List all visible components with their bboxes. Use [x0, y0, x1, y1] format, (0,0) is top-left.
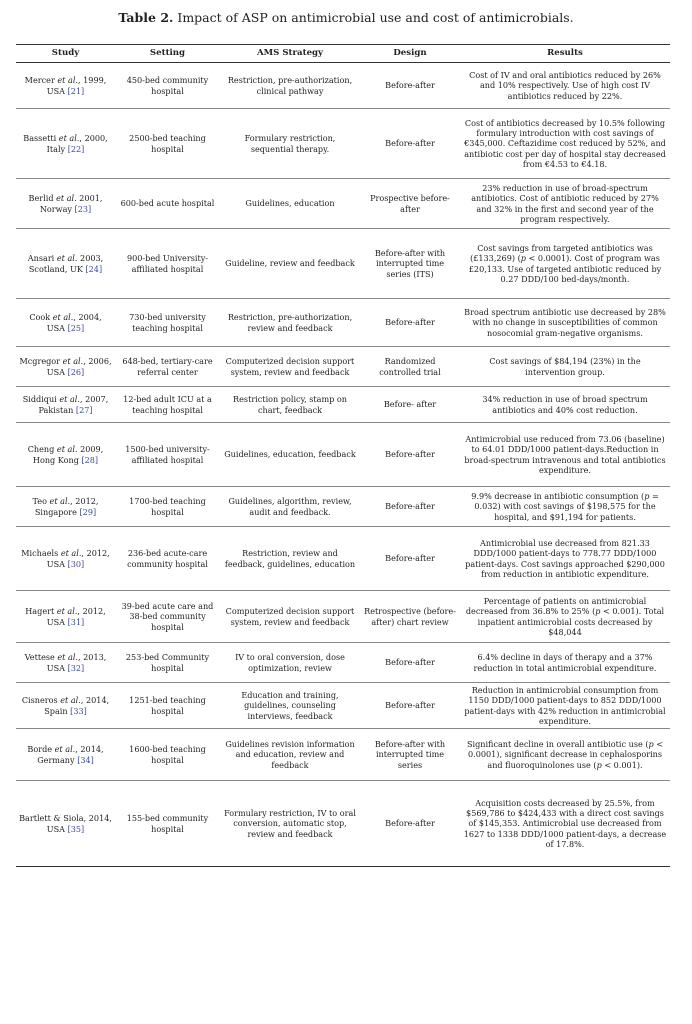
study-year-country: 2006, USA [46, 356, 112, 377]
cell-ams-strategy: Guidelines, education [220, 179, 360, 229]
study-author: Siddiqui et al., [22, 394, 83, 405]
cell-study [16, 423, 115, 487]
asp-impact-table [16, 44, 670, 867]
study-year-country: 2014, USA [46, 813, 112, 834]
reference-link[interactable]: [30] [67, 558, 85, 569]
cell-ams-strategy: Guideline, review and feedback [220, 229, 360, 299]
table-row [16, 109, 670, 179]
cell-results: Broad spectrum antibiotic use decreased by 28% with no change in susceptibilities of common nosocomial gram-negative organisms. [460, 299, 670, 347]
reference-link[interactable]: [31] [67, 616, 85, 627]
cell-ams-strategy: Restriction, pre-authorization, clinical pathway [220, 63, 360, 109]
cell-ams-strategy: Formulary restriction, IV to oral conversion, automatic stop, review and feedback [220, 781, 360, 867]
study-year-country: 2012, USA [46, 606, 106, 627]
cell-ams-strategy: Restriction policy, stamp on chart, feedback [220, 387, 360, 423]
cell-ams-strategy: Formulary restriction, sequential therapy. [220, 109, 360, 179]
cell-ams-strategy: IV to oral conversion, dose optimization, review [220, 643, 360, 683]
cell-design: Before- after [360, 387, 460, 423]
cell-study [16, 683, 115, 729]
reference-link[interactable]: [28] [81, 454, 99, 465]
study-author: Cook et al., [29, 312, 76, 323]
cell-study [16, 299, 115, 347]
cell-design: Before-after [360, 423, 460, 487]
study-year-country: 2013, USA [46, 652, 107, 673]
cell-setting: 253-bed Community hospital [115, 643, 220, 683]
cell-results: 6.4% decline in days of therapy and a 37% reduction in total antimicrobial expenditure. [460, 643, 670, 683]
study-author: Mercer et al., [24, 75, 81, 86]
cell-design: Before-after [360, 299, 460, 347]
cell-setting: 1600-bed teaching hospital [115, 729, 220, 781]
study-year-country: 2012, USA [46, 548, 110, 569]
cell-setting: 600-bed acute hospital [115, 179, 220, 229]
cell-ams-strategy: Education and training, guidelines, counseling interviews, feedback [220, 683, 360, 729]
cell-study [16, 109, 115, 179]
cell-ams-strategy: Guidelines, education, feedback [220, 423, 360, 487]
study-year-country: 2012, Singapore [34, 496, 99, 517]
table-row [16, 229, 670, 299]
cell-design: Before-after [360, 63, 460, 109]
reference-link[interactable]: [33] [70, 705, 87, 716]
study-author: Vettese et al., [24, 652, 81, 663]
header-study: Study [16, 45, 115, 63]
cell-study [16, 643, 115, 683]
study-author: Borde et al., [27, 744, 78, 755]
cell-results: Cost of antibiotics decreased by 10.5% following formulary introduction with cost savings of €345,000. Ceftazidime cost reduced by 52%, and antibiotic cost per day of hospital stay decreased from €4.53 to €4.18. [460, 109, 670, 179]
study-year-country: 2001, Norway [39, 193, 103, 214]
cell-study [16, 591, 115, 643]
table-body [16, 63, 670, 867]
cell-results: Cost savings from targeted antibiotics was (£133,269) (p < 0.0001). Cost of program was £20,133. Use of targeted antibiotic reduced by 0.27 DDD/100 bed-days/month. [460, 229, 670, 299]
cell-ams-strategy: Guidelines revision information and education, review and feedback [220, 729, 360, 781]
reference-link[interactable]: [35] [67, 823, 85, 834]
cell-ams-strategy: Computerized decision support system, review and feedback [220, 347, 360, 387]
reference-link[interactable]: [24] [85, 263, 103, 274]
cell-setting: 1500-bed university-affiliated hospital [115, 423, 220, 487]
reference-link[interactable]: [22] [67, 143, 85, 154]
cell-results: Acquisition costs decreased by 25.5%, from $569,786 to $424,433 with a direct cost savings of $145,353. Antimicrobial use decreased from 1627 to 1338 DDD/1000 patient-days, a decrease of 17.8%. [460, 781, 670, 867]
cell-results: Antimicrobial use reduced from 73.06 (baseline) to 64.01 DDD/1000 patient-days.Reduction in broad-spectrum intravenous and total antibiotics expenditure. [460, 423, 670, 487]
header-design: Design [360, 45, 460, 63]
header-setting: Setting [115, 45, 220, 63]
cell-design: Before-after [360, 487, 460, 527]
cell-setting: 39-bed acute care and 38-bed community hospital [115, 591, 220, 643]
cell-results: 9.9% decrease in antibiotic consumption (p = 0.032) with cost savings of $198,575 for the hospital, and $91,194 for patients. [460, 487, 670, 527]
cell-design: Before-after with interrupted time series [360, 729, 460, 781]
table-row [16, 423, 670, 487]
cell-setting: 1251-bed teaching hospital [115, 683, 220, 729]
study-author: Bassetti et al., [23, 133, 82, 144]
cell-study [16, 179, 115, 229]
reference-link[interactable]: [27] [75, 404, 93, 415]
study-year-country: 2003, Scotland, UK [28, 253, 104, 274]
table-row [16, 487, 670, 527]
table-header-row [16, 45, 670, 63]
cell-study [16, 781, 115, 867]
table-row [16, 347, 670, 387]
reference-link[interactable]: [25] [67, 322, 85, 333]
cell-study [16, 487, 115, 527]
cell-results: Significant decline in overall antibiotic use (p < 0.0001), significant decrease in cephalosporins and fluoroquinolones use (p < 0.001). [460, 729, 670, 781]
table-row [16, 729, 670, 781]
cell-study [16, 527, 115, 591]
table-row [16, 387, 670, 423]
cell-study [16, 63, 115, 109]
study-year-country: 2007, Pakistan [38, 394, 109, 415]
cell-setting: 236-bed acute-care community hospital [115, 527, 220, 591]
cell-setting: 155-bed community hospital [115, 781, 220, 867]
cell-setting: 12-bed adult ICU at a teaching hospital [115, 387, 220, 423]
cell-design: Before-after [360, 109, 460, 179]
cell-setting: 1700-bed teaching hospital [115, 487, 220, 527]
caption-text: Impact of ASP on antimicrobial use and cost of antimicrobials. [177, 10, 574, 25]
cell-study [16, 347, 115, 387]
cell-setting: 450-bed community hospital [115, 63, 220, 109]
header-results: Results [460, 45, 670, 63]
study-author: Cisneros et al., [21, 695, 84, 706]
cell-design: Prospective before-after [360, 179, 460, 229]
cell-ams-strategy: Restriction, pre-authorization, review and feedback [220, 299, 360, 347]
study-year-country: 2009, Hong Kong [32, 444, 104, 465]
study-author: Teo et al., [32, 496, 73, 507]
cell-setting: 2500-bed teaching hospital [115, 109, 220, 179]
header-ams-strategy: AMS Strategy [220, 45, 360, 63]
study-author: Michaels et al., [21, 548, 84, 559]
table-caption [0, 10, 692, 25]
cell-results: Antimicrobial use decreased from 821.33 DDD/1000 patient-days to 778.77 DDD/1000 patient-days. Cost savings approached $290,000 from reduction in antibiotic expenditure. [460, 527, 670, 591]
cell-design: Retrospective (before-after) chart review [360, 591, 460, 643]
study-author: Bartlett & Siola, [19, 813, 87, 824]
cell-design: Before-after [360, 683, 460, 729]
cell-ams-strategy: Guidelines, algorithm, review, audit and feedback. [220, 487, 360, 527]
study-author: Mcgregor et al., [19, 356, 86, 367]
reference-link[interactable]: [23] [74, 203, 92, 214]
cell-setting: 648-bed, tertiary-care referral center [115, 347, 220, 387]
reference-link[interactable]: [34] [77, 754, 94, 765]
cell-ams-strategy: Restriction, review and feedback, guidelines, education [220, 527, 360, 591]
cell-results: Cost savings of $84,194 (23%) in the intervention group. [460, 347, 670, 387]
cell-study [16, 229, 115, 299]
reference-link[interactable]: [26] [67, 366, 85, 377]
caption-label: Table 2. [118, 10, 174, 25]
study-year-country: 2000, Italy [46, 133, 108, 154]
cell-results: 34% reduction in use of broad spectrum antibiotics and 40% cost reduction. [460, 387, 670, 423]
study-year-country: 2014, Germany [37, 744, 104, 765]
cell-setting: 730-bed university teaching hospital [115, 299, 220, 347]
reference-link[interactable]: [29] [79, 506, 97, 517]
cell-design: Randomized controlled trial [360, 347, 460, 387]
study-author: Ansari et al. [27, 253, 78, 264]
reference-link[interactable]: [32] [67, 662, 85, 673]
cell-setting: 900-bed University-affiliated hospital [115, 229, 220, 299]
table-row [16, 643, 670, 683]
study-year-country: 2014, Spain [44, 695, 110, 716]
table-row [16, 781, 670, 867]
cell-results: Cost of IV and oral antibiotics reduced by 26% and 10% respectively. Use of high cost IV antibiotics reduced by 22%. [460, 63, 670, 109]
cell-design: Before-after [360, 643, 460, 683]
cell-results: Percentage of patients on antimicrobial decreased from 36.8% to 25% (p < 0.001). Total inpatient antimicrobial costs decreased by $48,044 [460, 591, 670, 643]
table-row [16, 527, 670, 591]
study-year-country: 1999, USA [46, 75, 107, 96]
cell-design: Before-after [360, 527, 460, 591]
study-author: Hagert et al., [25, 606, 80, 617]
cell-results: 23% reduction in use of broad-spectrum antibiotics. Cost of antibiotic reduced by 27% and 32% in the first and second year of the program respectively. [460, 179, 670, 229]
study-year-country: 2004, USA [46, 312, 102, 333]
table-row [16, 299, 670, 347]
study-author: Berlid et al. [28, 193, 77, 204]
cell-design: Before-after with interrupted time series (ITS) [360, 229, 460, 299]
cell-study [16, 387, 115, 423]
table-row [16, 591, 670, 643]
cell-results: Reduction in antimicrobial consumption from 1150 DDD/1000 patient-days to 852 DDD/1000 patient-days with 42% reduction in antimicrobial expenditure. [460, 683, 670, 729]
cell-study [16, 729, 115, 781]
table-row [16, 179, 670, 229]
cell-ams-strategy: Computerized decision support system, review and feedback [220, 591, 360, 643]
table-row [16, 63, 670, 109]
table-row [16, 683, 670, 729]
study-author: Cheng et al. [27, 444, 78, 455]
reference-link[interactable]: [21] [67, 85, 85, 96]
cell-design: Before-after [360, 781, 460, 867]
